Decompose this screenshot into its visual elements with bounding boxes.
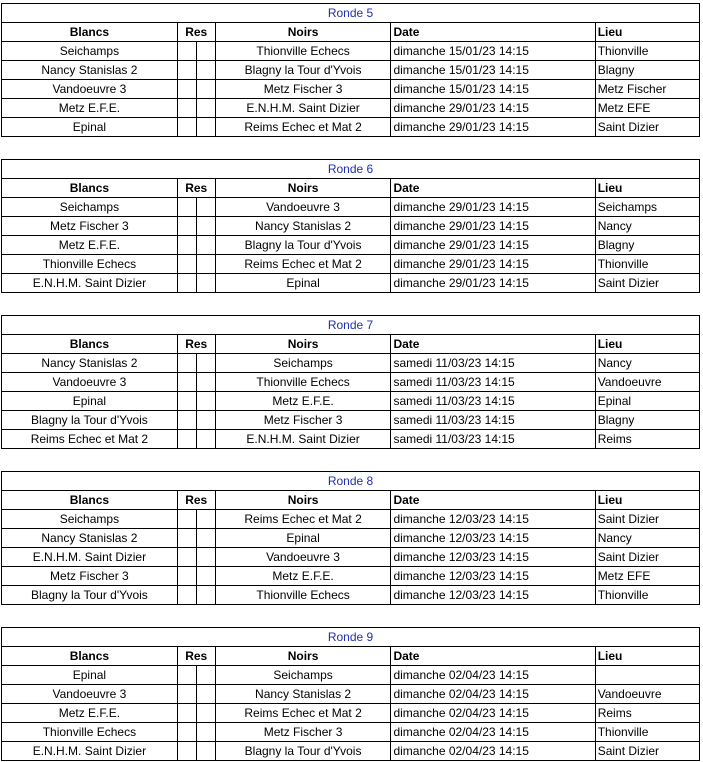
cell-lieu: Saint Dizier (595, 118, 699, 137)
cell-lieu: Thionville (595, 586, 699, 605)
cell-blancs: Epinal (2, 666, 178, 685)
cell-date: dimanche 15/01/23 14:15 (391, 61, 595, 80)
cell-lieu: Nancy (595, 354, 699, 373)
ronde-table (1, 471, 700, 605)
table-row (2, 198, 700, 217)
cell-noirs: Vandoeuvre 3 (215, 198, 391, 217)
cell-noirs: Vandoeuvre 3 (215, 548, 391, 567)
cell-lieu: Metz EFE (595, 567, 699, 586)
cell-res-white (177, 430, 196, 449)
table-row (2, 61, 700, 80)
header-lieu: Lieu (595, 23, 699, 42)
cell-res-black (196, 198, 215, 217)
cell-res-white (177, 61, 196, 80)
header-res: Res (177, 335, 215, 354)
table-row (2, 255, 700, 274)
header-row (2, 179, 700, 198)
cell-res-black (196, 118, 215, 137)
cell-noirs: Thionville Echecs (215, 373, 391, 392)
table-row (2, 666, 700, 685)
cell-date: samedi 11/03/23 14:15 (391, 411, 595, 430)
table-row (2, 373, 700, 392)
round-title: Ronde 8 (2, 472, 700, 491)
cell-res-black (196, 274, 215, 293)
round-table (1, 471, 700, 605)
cell-res-black (196, 373, 215, 392)
header-blancs: Blancs (2, 179, 178, 198)
cell-res-white (177, 42, 196, 61)
cell-blancs: E.N.H.M. Saint Dizier (2, 742, 178, 761)
cell-res-white (177, 118, 196, 137)
round-title: Ronde 7 (2, 316, 700, 335)
header-blancs: Blancs (2, 491, 178, 510)
cell-noirs: Metz Fischer 3 (215, 411, 391, 430)
cell-res-white (177, 217, 196, 236)
cell-lieu (595, 666, 699, 685)
cell-noirs: Nancy Stanislas 2 (215, 685, 391, 704)
cell-res-black (196, 392, 215, 411)
table-row (2, 118, 700, 137)
header-res: Res (177, 179, 215, 198)
table-row (2, 274, 700, 293)
cell-lieu: Vandoeuvre (595, 373, 699, 392)
cell-res-black (196, 685, 215, 704)
cell-blancs: Metz Fischer 3 (2, 567, 178, 586)
header-blancs: Blancs (2, 23, 178, 42)
header-row (2, 647, 700, 666)
cell-res-black (196, 217, 215, 236)
cell-lieu: Blagny (595, 411, 699, 430)
cell-res-black (196, 430, 215, 449)
cell-lieu: Vandoeuvre (595, 685, 699, 704)
cell-res-black (196, 61, 215, 80)
cell-res-black (196, 567, 215, 586)
cell-date: samedi 11/03/23 14:15 (391, 354, 595, 373)
cell-blancs: Metz E.F.E. (2, 704, 178, 723)
header-date: Date (391, 335, 595, 354)
header-date: Date (391, 23, 595, 42)
cell-res-black (196, 529, 215, 548)
cell-date: dimanche 02/04/23 14:15 (391, 742, 595, 761)
cell-res-white (177, 586, 196, 605)
cell-date: dimanche 29/01/23 14:15 (391, 198, 595, 217)
cell-res-white (177, 411, 196, 430)
header-date: Date (391, 491, 595, 510)
table-row (2, 529, 700, 548)
cell-date: dimanche 02/04/23 14:15 (391, 685, 595, 704)
round-title: Ronde 5 (2, 4, 700, 23)
table-row (2, 80, 700, 99)
cell-noirs: Thionville Echecs (215, 586, 391, 605)
table-row (2, 99, 700, 118)
cell-noirs: Seichamps (215, 666, 391, 685)
cell-date: dimanche 29/01/23 14:15 (391, 99, 595, 118)
cell-noirs: Metz E.F.E. (215, 567, 391, 586)
cell-noirs: Reims Echec et Mat 2 (215, 510, 391, 529)
cell-res-black (196, 510, 215, 529)
cell-lieu: Epinal (595, 392, 699, 411)
cell-lieu: Thionville (595, 255, 699, 274)
cell-noirs: Reims Echec et Mat 2 (215, 704, 391, 723)
table-row (2, 567, 700, 586)
cell-blancs: Nancy Stanislas 2 (2, 529, 178, 548)
cell-blancs: Epinal (2, 392, 178, 411)
table-row (2, 548, 700, 567)
cell-date: dimanche 29/01/23 14:15 (391, 118, 595, 137)
cell-lieu: Nancy (595, 529, 699, 548)
round-table (1, 159, 700, 293)
cell-blancs: Nancy Stanislas 2 (2, 61, 178, 80)
cell-lieu: Thionville (595, 723, 699, 742)
header-res: Res (177, 491, 215, 510)
table-row (2, 42, 700, 61)
table-row (2, 354, 700, 373)
cell-res-black (196, 236, 215, 255)
ronde-table (1, 627, 700, 761)
round-title-row (2, 160, 700, 179)
header-blancs: Blancs (2, 647, 178, 666)
cell-res-white (177, 354, 196, 373)
cell-date: dimanche 02/04/23 14:15 (391, 704, 595, 723)
cell-noirs: Blagny la Tour d'Yvois (215, 742, 391, 761)
cell-noirs: Epinal (215, 529, 391, 548)
cell-lieu: Metz EFE (595, 99, 699, 118)
cell-res-black (196, 548, 215, 567)
round-title-row (2, 316, 700, 335)
table-row (2, 704, 700, 723)
cell-blancs: Vandoeuvre 3 (2, 685, 178, 704)
cell-noirs: Blagny la Tour d'Yvois (215, 61, 391, 80)
cell-lieu: Saint Dizier (595, 548, 699, 567)
cell-date: dimanche 12/03/23 14:15 (391, 567, 595, 586)
header-row (2, 335, 700, 354)
cell-res-white (177, 548, 196, 567)
cell-lieu: Seichamps (595, 198, 699, 217)
cell-date: samedi 11/03/23 14:15 (391, 392, 595, 411)
cell-res-black (196, 586, 215, 605)
cell-res-white (177, 392, 196, 411)
cell-date: dimanche 29/01/23 14:15 (391, 255, 595, 274)
table-row (2, 510, 700, 529)
cell-date: dimanche 12/03/23 14:15 (391, 548, 595, 567)
cell-noirs: Thionville Echecs (215, 42, 391, 61)
cell-date: dimanche 02/04/23 14:15 (391, 723, 595, 742)
header-res: Res (177, 23, 215, 42)
cell-lieu: Blagny (595, 236, 699, 255)
cell-blancs: Blagny la Tour d'Yvois (2, 411, 178, 430)
cell-blancs: Metz E.F.E. (2, 99, 178, 118)
round-title-row (2, 628, 700, 647)
cell-date: dimanche 12/03/23 14:15 (391, 586, 595, 605)
header-lieu: Lieu (595, 491, 699, 510)
header-row (2, 23, 700, 42)
table-row (2, 586, 700, 605)
cell-date: dimanche 15/01/23 14:15 (391, 42, 595, 61)
cell-res-white (177, 255, 196, 274)
cell-res-white (177, 373, 196, 392)
cell-lieu: Reims (595, 430, 699, 449)
header-row (2, 491, 700, 510)
round-title-row (2, 4, 700, 23)
ronde-table (1, 315, 700, 449)
cell-res-black (196, 99, 215, 118)
cell-res-white (177, 274, 196, 293)
cell-lieu: Saint Dizier (595, 274, 699, 293)
cell-blancs: Seichamps (2, 198, 178, 217)
cell-res-white (177, 567, 196, 586)
cell-res-black (196, 42, 215, 61)
cell-blancs: Nancy Stanislas 2 (2, 354, 178, 373)
table-row (2, 217, 700, 236)
cell-blancs: E.N.H.M. Saint Dizier (2, 548, 178, 567)
table-row (2, 723, 700, 742)
header-blancs: Blancs (2, 335, 178, 354)
table-row (2, 430, 700, 449)
cell-noirs: Nancy Stanislas 2 (215, 217, 391, 236)
cell-date: samedi 11/03/23 14:15 (391, 430, 595, 449)
header-noirs: Noirs (215, 23, 391, 42)
cell-res-white (177, 666, 196, 685)
cell-blancs: Thionville Echecs (2, 723, 178, 742)
cell-blancs: Blagny la Tour d'Yvois (2, 586, 178, 605)
round-table (1, 315, 700, 449)
cell-res-black (196, 354, 215, 373)
ronde-table (1, 159, 700, 293)
header-noirs: Noirs (215, 647, 391, 666)
header-lieu: Lieu (595, 335, 699, 354)
cell-noirs: Metz Fischer 3 (215, 80, 391, 99)
cell-date: dimanche 15/01/23 14:15 (391, 80, 595, 99)
cell-date: dimanche 29/01/23 14:15 (391, 217, 595, 236)
cell-date: samedi 11/03/23 14:15 (391, 373, 595, 392)
cell-lieu: Blagny (595, 61, 699, 80)
cell-noirs: E.N.H.M. Saint Dizier (215, 430, 391, 449)
cell-date: dimanche 29/01/23 14:15 (391, 236, 595, 255)
cell-noirs: Blagny la Tour d'Yvois (215, 236, 391, 255)
cell-blancs: Seichamps (2, 42, 178, 61)
cell-blancs: Seichamps (2, 510, 178, 529)
cell-noirs: E.N.H.M. Saint Dizier (215, 99, 391, 118)
header-res: Res (177, 647, 215, 666)
cell-res-white (177, 742, 196, 761)
round-title: Ronde 9 (2, 628, 700, 647)
cell-blancs: Vandoeuvre 3 (2, 80, 178, 99)
cell-res-black (196, 666, 215, 685)
cell-blancs: Metz E.F.E. (2, 236, 178, 255)
cell-noirs: Metz E.F.E. (215, 392, 391, 411)
cell-blancs: Vandoeuvre 3 (2, 373, 178, 392)
cell-res-white (177, 529, 196, 548)
cell-blancs: Thionville Echecs (2, 255, 178, 274)
cell-res-white (177, 704, 196, 723)
table-row (2, 685, 700, 704)
header-date: Date (391, 647, 595, 666)
cell-noirs: Reims Echec et Mat 2 (215, 118, 391, 137)
cell-noirs: Seichamps (215, 354, 391, 373)
header-noirs: Noirs (215, 179, 391, 198)
cell-lieu: Nancy (595, 217, 699, 236)
cell-lieu: Saint Dizier (595, 742, 699, 761)
round-title: Ronde 6 (2, 160, 700, 179)
cell-res-black (196, 255, 215, 274)
round-table (1, 627, 700, 761)
round-table (1, 3, 700, 137)
cell-res-black (196, 80, 215, 99)
cell-res-white (177, 723, 196, 742)
header-date: Date (391, 179, 595, 198)
cell-date: dimanche 12/03/23 14:15 (391, 510, 595, 529)
cell-res-black (196, 742, 215, 761)
cell-noirs: Metz Fischer 3 (215, 723, 391, 742)
header-lieu: Lieu (595, 179, 699, 198)
cell-date: dimanche 02/04/23 14:15 (391, 666, 595, 685)
cell-res-white (177, 685, 196, 704)
cell-blancs: Reims Echec et Mat 2 (2, 430, 178, 449)
table-row (2, 411, 700, 430)
cell-lieu: Thionville (595, 42, 699, 61)
cell-blancs: E.N.H.M. Saint Dizier (2, 274, 178, 293)
header-noirs: Noirs (215, 491, 391, 510)
header-noirs: Noirs (215, 335, 391, 354)
cell-noirs: Reims Echec et Mat 2 (215, 255, 391, 274)
cell-date: dimanche 29/01/23 14:15 (391, 274, 595, 293)
cell-lieu: Reims (595, 704, 699, 723)
cell-res-white (177, 236, 196, 255)
cell-res-black (196, 704, 215, 723)
cell-blancs: Metz Fischer 3 (2, 217, 178, 236)
cell-res-black (196, 411, 215, 430)
round-title-row (2, 472, 700, 491)
ronde-table (1, 3, 700, 137)
cell-res-white (177, 510, 196, 529)
table-row (2, 392, 700, 411)
cell-noirs: Epinal (215, 274, 391, 293)
cell-lieu: Saint Dizier (595, 510, 699, 529)
cell-lieu: Metz Fischer (595, 80, 699, 99)
cell-res-white (177, 198, 196, 217)
cell-res-white (177, 99, 196, 118)
cell-res-black (196, 723, 215, 742)
table-row (2, 236, 700, 255)
cell-res-white (177, 80, 196, 99)
table-row (2, 742, 700, 761)
cell-blancs: Epinal (2, 118, 178, 137)
header-lieu: Lieu (595, 647, 699, 666)
cell-date: dimanche 12/03/23 14:15 (391, 529, 595, 548)
